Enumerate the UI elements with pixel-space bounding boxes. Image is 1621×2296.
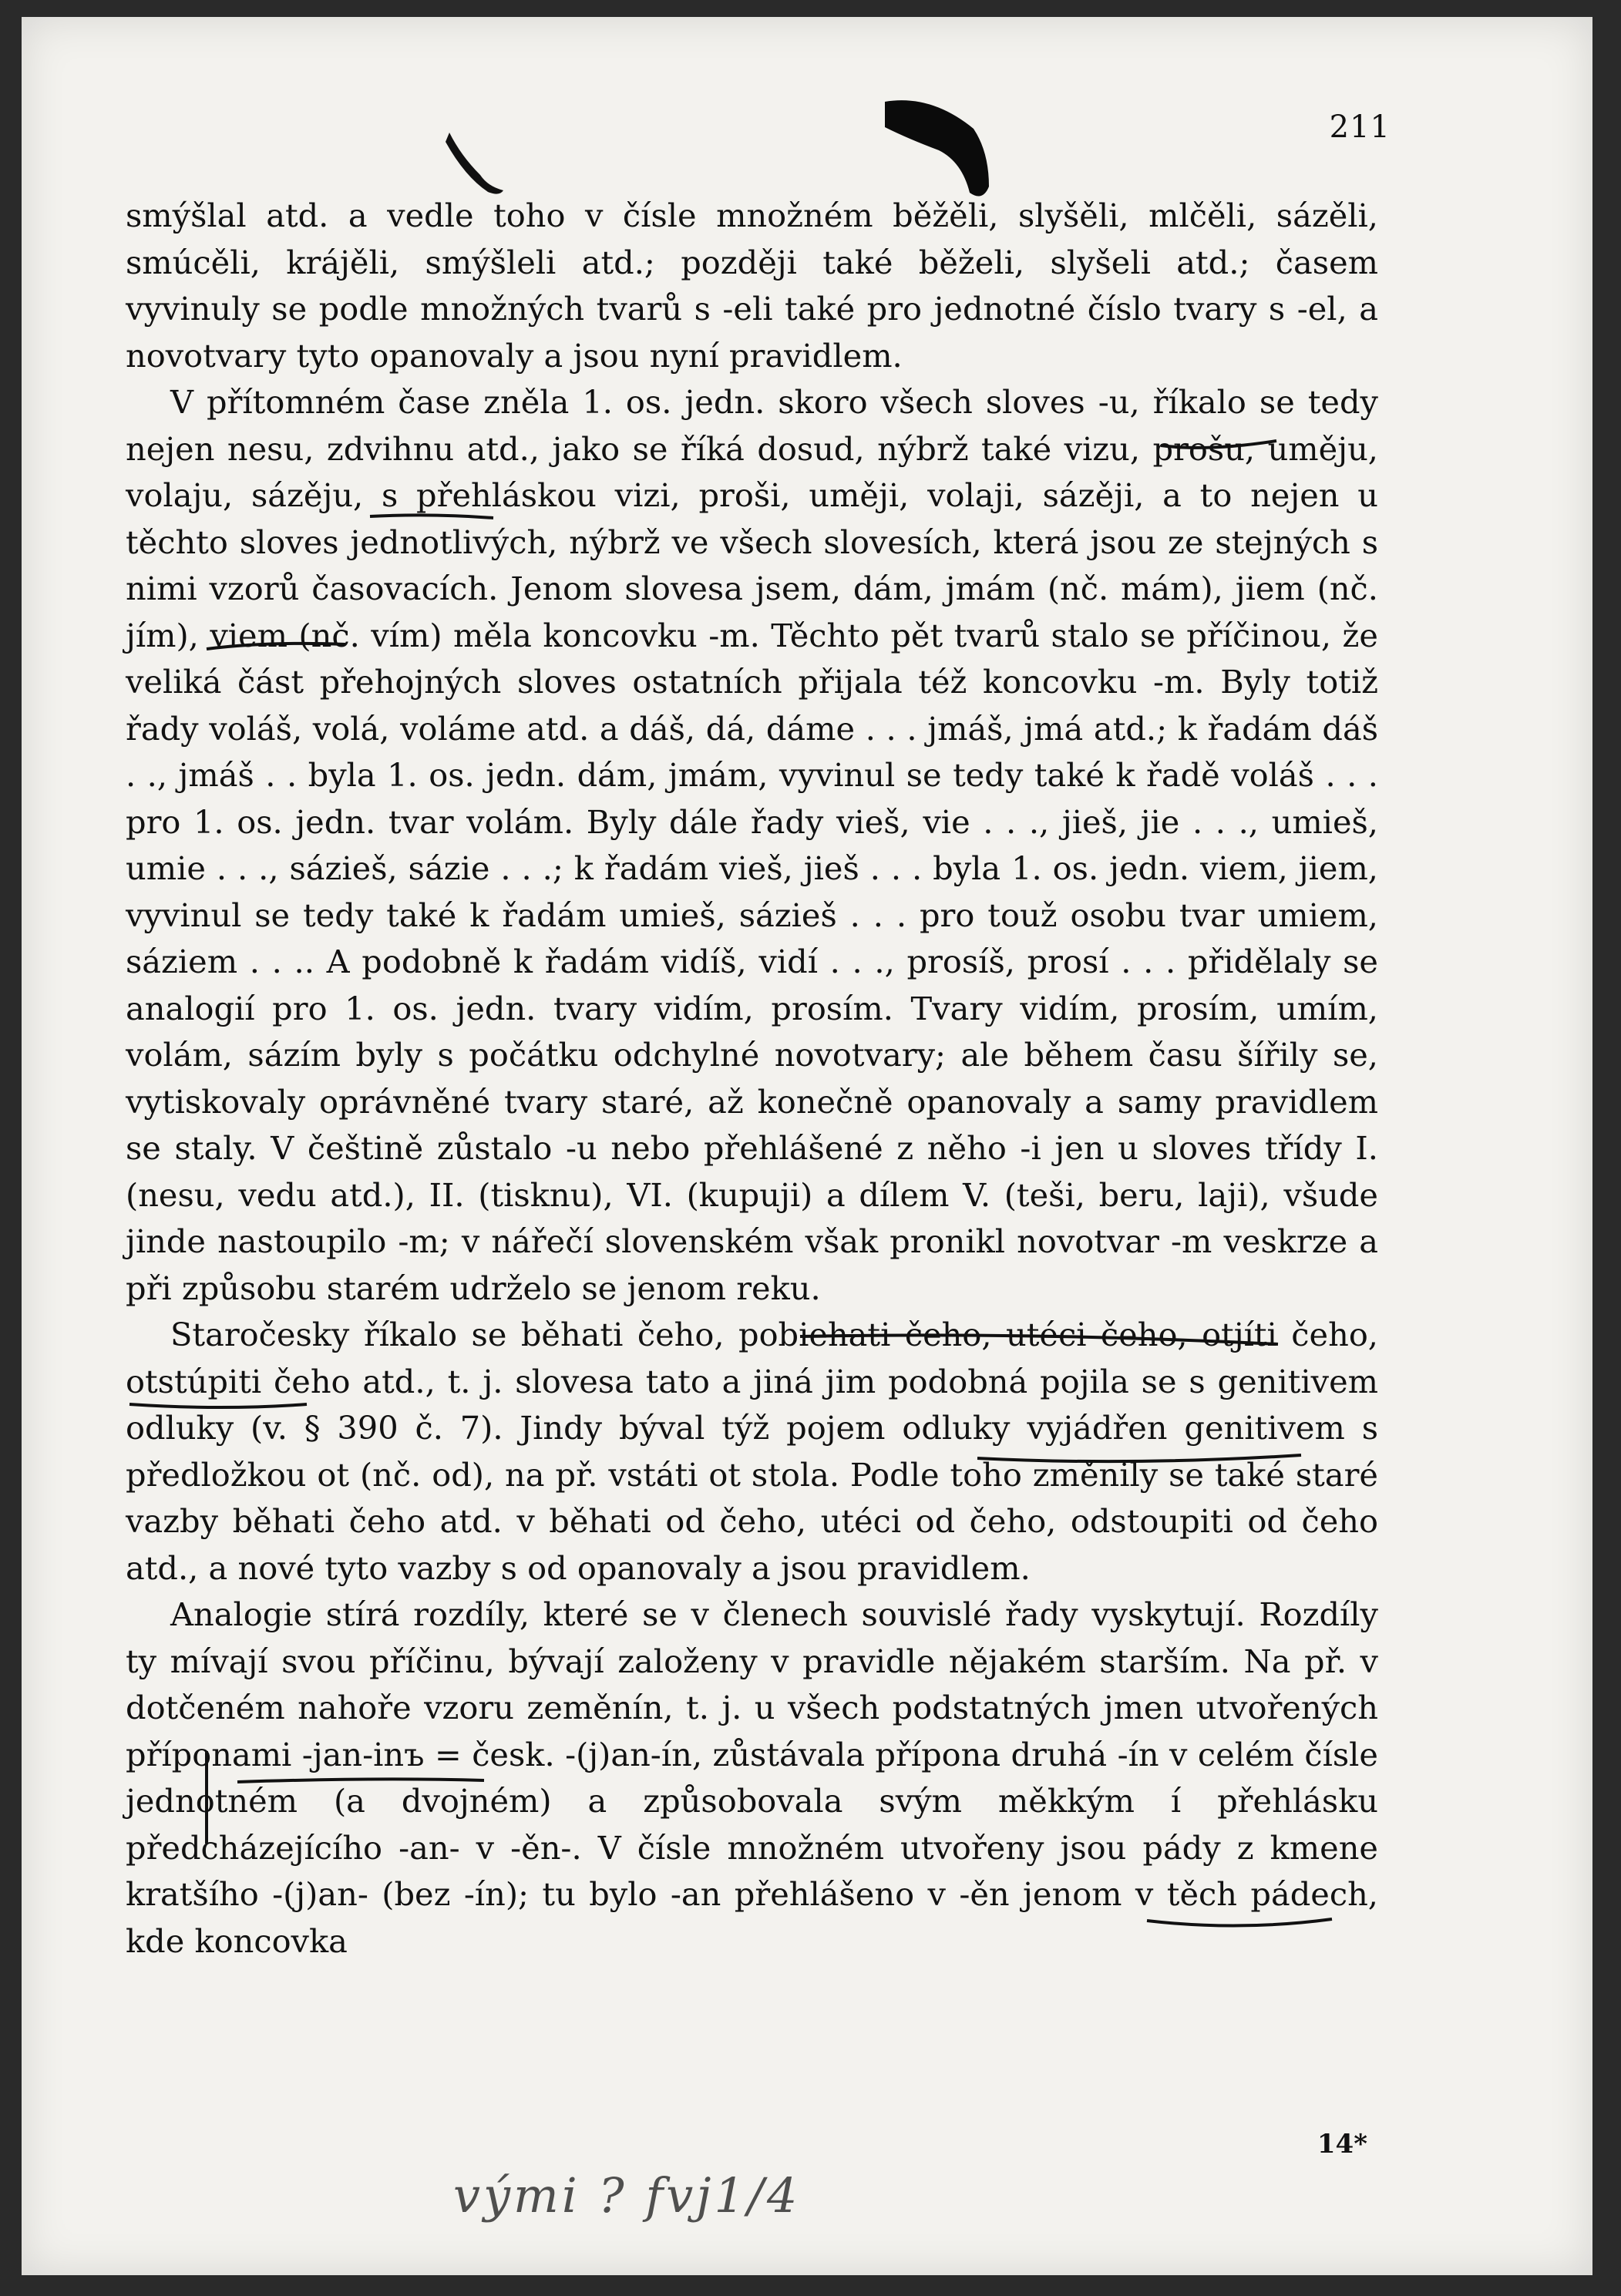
printer-signature: 14* xyxy=(1317,2129,1367,2160)
ink-blot-top-center xyxy=(885,100,989,196)
paragraph-4: Analogie stírá rozdíly, které se v členech souvislé řady vyskytují. Rozdíly ty mívají svou příčinu, bývají založeny v pravidle nějakém starším. Na př. v dotčeném nahoře vzoru zeměnín, t. j. u všech podstatných jmen utvořených příponami -jan-inъ = česk. -(j)an-ín, zůstávala přípona druhá -ín v celém čísle jednotném (a dvojném) a způsobovala svým měkkým í přehlásku předcházejícího -an- v -ěn-. V čísle množném utvořeny jsou pády z kmene kratšího -(j)an- (bez -ín); tu bylo -an přehlášeno v -ěn jenom v těch pádech, kde koncovka xyxy=(126,1595,1378,1960)
body-text xyxy=(126,193,1378,1965)
book-page xyxy=(22,17,1592,2275)
paragraph-3: Staročesky říkalo se běhati čeho, pobiehati čeho, utéci čeho, otjíti čeho, otstúpiti čeho atd., t. j. slovesa tato a jiná jim podobná pojila se s genitivem odluky (v. § 390 č. 7). Jindy býval týž pojem odluky vyjádřen genitivem s předložkou ot (nč. od), na př. vstáti ot stola. Podle toho změnily se také staré vazby běhati čeho atd. v běhati od čeho, utéci od čeho, odstoupiti od čeho atd., a nové tyto vazby s od opanovaly a jsou pravidlem. xyxy=(126,1316,1378,1587)
ink-blot-top-left xyxy=(446,133,503,194)
paragraph-1: smýšlal atd. a vedle toho v čísle množném běžěli, slyšěli, mlčěli, sázěli, smúcěli, krájěli, smýšleli atd.; později také běželi, slyšeli atd.; časem vyvinuly se podle množných tvarů s -eli také pro jednotné číslo tvary s -el, a novotvary tyto opanovaly a jsou nyní pravidlem. xyxy=(126,197,1378,375)
handwritten-note: vými ? fvj1/4 xyxy=(453,2167,801,2224)
page-number: 211 xyxy=(1329,109,1391,145)
paragraph-2: V přítomném čase zněla 1. os. jedn. skoro všech sloves -u, říkalo se tedy nejen nesu, zdvihnu atd., jako se říká dosud, nýbrž také vizu, prošu, uměju, volaju, sázěju, s přehláskou vizi, proši, uměji, volaji, sázěji, a to nejen u těchto sloves jednotlivých, nýbrž ve všech slovesích, která jsou ze stejných s nimi vzorů časovacích. Jenom slovesa jsem, dám, jmám (nč. mám), jiem (nč. jím), viem (nč. vím) měla koncovku -m. Těchto pět tvarů stalo se příčinou, že veliká část přehojných sloves ostatních přijala též koncovku -m. Byly totiž řady voláš, volá, voláme atd. a dáš, dá, dáme . . . jmáš, jmá atd.; k řadám dáš . ., jmáš . . byla 1. os. jedn. dám, jmám, vyvinul se tedy také k řadě voláš . . . pro 1. os. jedn. tvar volám. Byly dále řady vieš, vie . . ., jieš, jie . . ., umieš, umie . . ., sázieš, sázie . . .; k řadám vieš, jieš . . . byla 1. os. jedn. viem, jiem, vyvinul se tedy také k řadám umieš, sázieš . . . pro touž osobu tvar umiem, sáziem . . .. A podobně k řadám vidíš, vidí . . ., prosíš, prosí . . . přidělaly se analogií pro 1. os. jedn. tvary vidím, prosím. Tvary vidím, prosím, umím, volám, sázím byly s počátku odchylné novotvary; ale během času šířily se, vytiskovaly oprávněné tvary staré, až konečně opanovaly a samy pravidlem se staly. V češtině zůstalo -u nebo přehlášené z něho -i jen u sloves třídy I. (nesu, vedu atd.), II. (tisknu), VI. (kupuji) a dílem V. (teši, beru, laji), všude jinde nastoupilo -m; v nářečí slovenském však pronikl novotvar -m veskrze a při způsobu starém udrželo se jenom reku. xyxy=(126,383,1378,1307)
